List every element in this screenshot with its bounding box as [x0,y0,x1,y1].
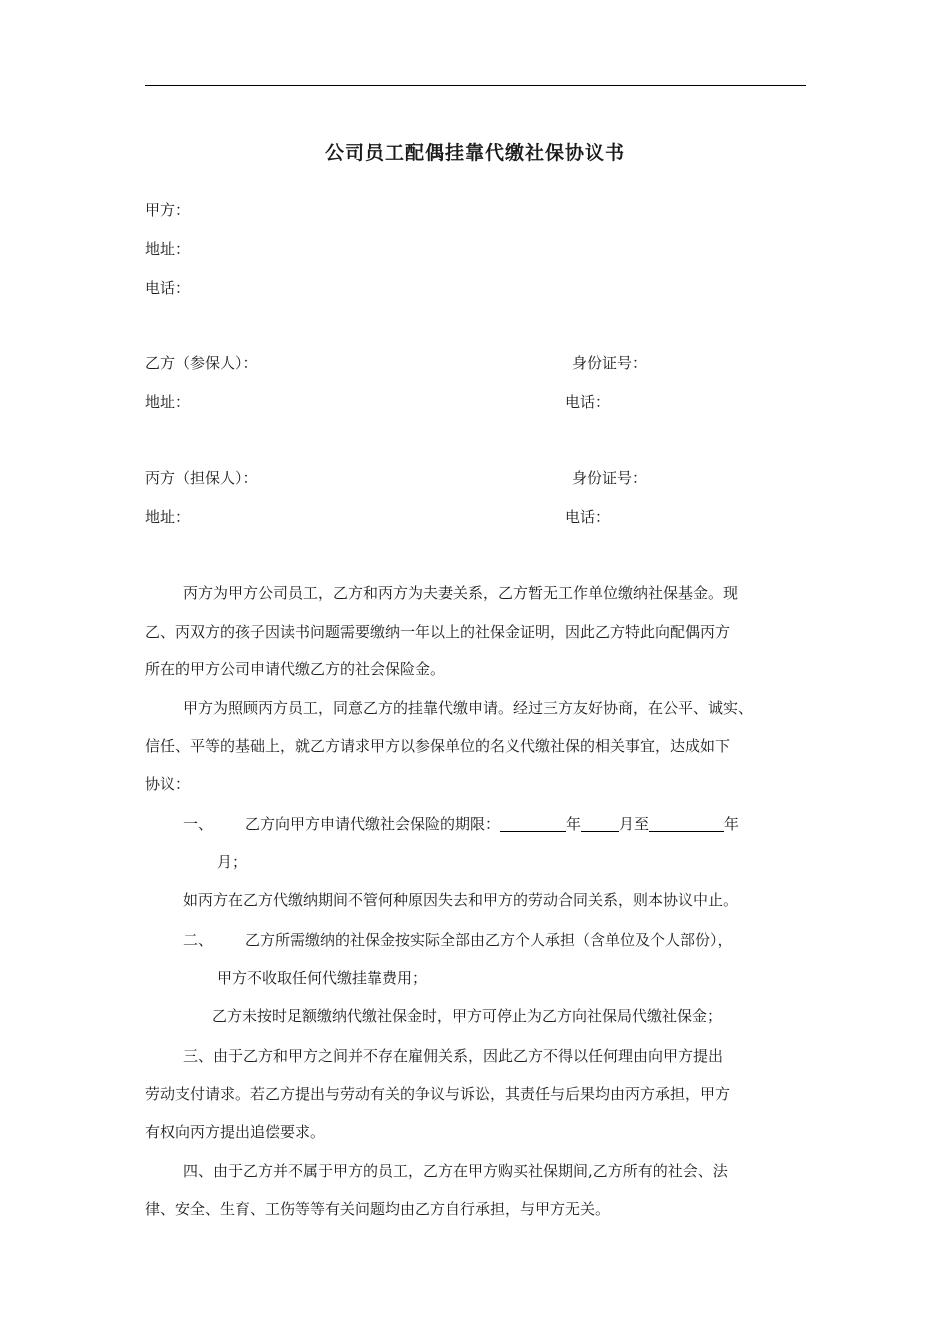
party-c-id-label: 身份证号： [572,469,648,487]
party-a-label: 甲方： [145,201,191,219]
clause-1-month-to: 月至 [619,815,650,833]
clause-1-number: 一、 [183,815,214,833]
paragraph-1-line-1: 丙方为甲方公司员工，乙方和丙方为夫妻关系，乙方暂无工作单位缴纳社保基金。现 [183,584,739,602]
clause-4-line-2: 律、安全、生育、工伤等等有关问题均由乙方自行承担，与甲方无关。 [145,1200,611,1218]
paragraph-2-line-2: 信任、平等的基础上，就乙方请求甲方以参保单位的名义代缴社保的相关事宜，达成如下 [145,737,731,755]
party-c-address-label: 地址： [145,508,191,526]
clause-1-line-2: 月； [217,853,248,871]
header-rule [145,85,806,86]
party-b-phone-label: 电话： [565,393,611,411]
party-b-id-label: 身份证号： [572,354,648,372]
party-c-label: 丙方（担保人）： [145,469,258,487]
end-year-blank[interactable] [649,815,724,832]
start-year-blank[interactable] [500,815,566,832]
clause-1-year-1: 年 [566,815,582,833]
clause-1-year-2: 年 [724,815,740,833]
paragraph-2-line-1: 甲方为照顾丙方员工，同意乙方的挂靠代缴申请。经过三方友好协商，在公平、诚实、 [183,699,754,717]
document-title: 公司员工配偶挂靠代缴社保协议书 [324,142,625,164]
clause-3-line-3: 有权向丙方提出追偿要求。 [145,1123,326,1141]
party-b-address-label: 地址： [145,393,191,411]
clause-2-number: 二、 [183,931,214,949]
party-a-phone-label: 电话： [145,279,191,297]
clause-1-text: 乙方向甲方申请代缴社会保险的期限： [245,815,501,833]
clause-3-line-1: 三、由于乙方和甲方之间并不存在雇佣关系，因此乙方不得以任何理由向甲方提出 [183,1047,724,1065]
clause-2-line-1: 乙方所需缴纳的社保金按实际全部由乙方个人承担（含单位及个人部份）， [245,931,733,949]
clause-4-line-1: 四、由于乙方并不属于甲方的员工，乙方在甲方购买社保期间,乙方所有的社会、法 [183,1162,728,1180]
clause-3-line-2: 劳动支付请求。若乙方提出与劳动有关的争议与诉讼，其责任与后果均由丙方承担，甲方 [145,1085,731,1103]
paragraph-1-line-2: 乙、丙双方的孩子因读书问题需要缴纳一年以上的社保金证明，因此乙方特此向配偶丙方 [145,623,731,641]
party-c-phone-label: 电话： [565,508,611,526]
party-b-label: 乙方（参保人）： [145,354,258,372]
clause-1-line-3: 如丙方在乙方代缴纳期间不管何种原因失去和甲方的劳动合同关系，则本协议中止。 [183,891,739,909]
paragraph-2-line-3: 协议： [145,775,191,793]
party-a-address-label: 地址： [145,240,191,258]
clause-2-line-2: 甲方不收取任何代缴挂靠费用； [217,969,428,987]
start-month-blank[interactable] [581,815,619,832]
clause-1-line-1 [245,814,739,834]
paragraph-1-line-3: 所在的甲方公司申请代缴乙方的社会保险金。 [145,660,446,678]
clause-2-line-3: 乙方未按时足额缴纳代缴社保金时，甲方可停止为乙方向社保局代缴社保金； [212,1007,723,1025]
